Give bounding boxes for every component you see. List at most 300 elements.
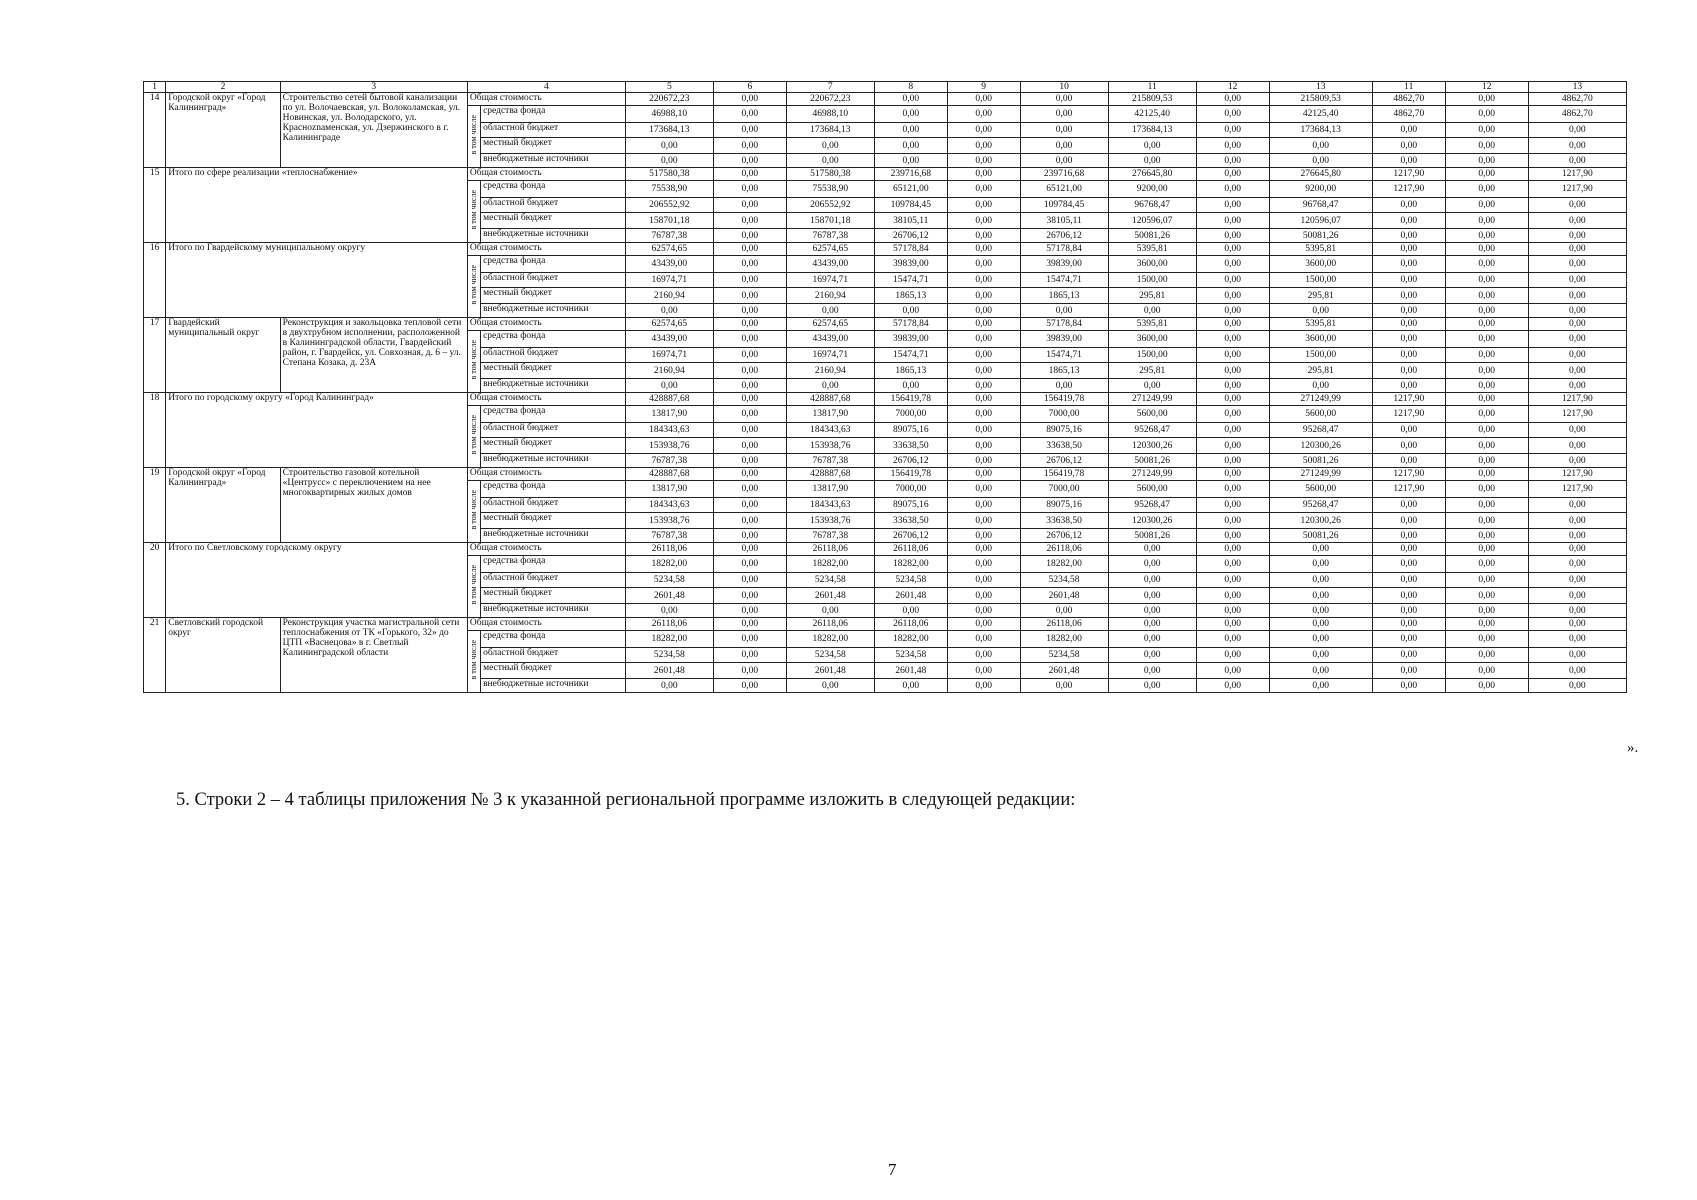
value-cell: 5234,58 (1020, 573, 1108, 588)
value-cell: 0,00 (1528, 256, 1626, 273)
value-cell: 95268,47 (1108, 423, 1196, 438)
value-cell: 5234,58 (874, 573, 947, 588)
column-number: 13 (1528, 82, 1626, 93)
value-cell: 13817,90 (625, 481, 713, 498)
value-cell: 50081,26 (1269, 229, 1372, 243)
value-cell: 13817,90 (786, 406, 874, 423)
value-cell: 0,00 (1196, 154, 1269, 168)
value-cell: 0,00 (1528, 288, 1626, 304)
table-row (144, 168, 1627, 181)
value-cell: 156419,78 (1020, 468, 1108, 481)
row-type-label: местный бюджет (481, 438, 626, 454)
value-cell: 2160,94 (625, 288, 713, 304)
value-cell: 0,00 (1528, 318, 1626, 331)
value-cell: 0,00 (1372, 138, 1445, 154)
value-cell: 0,00 (947, 331, 1020, 348)
value-cell: 26706,12 (874, 229, 947, 243)
value-cell: 0,00 (947, 556, 1020, 573)
value-cell: 0,00 (713, 454, 786, 468)
value-cell: 0,00 (874, 604, 947, 618)
value-cell: 0,00 (947, 256, 1020, 273)
value-cell: 0,00 (786, 679, 874, 693)
value-cell: 65121,00 (1020, 181, 1108, 198)
municipality-name: Светловский городской округ (166, 618, 280, 693)
column-number: 6 (713, 82, 786, 93)
value-cell: 0,00 (1020, 154, 1108, 168)
value-cell: 0,00 (713, 618, 786, 631)
column-number: 11 (1108, 82, 1196, 93)
column-number: 13 (1269, 82, 1372, 93)
including-text: в том числе (469, 565, 479, 605)
value-cell: 9200,00 (1269, 181, 1372, 198)
value-cell: 0,00 (1528, 513, 1626, 529)
value-cell: 39839,00 (1020, 256, 1108, 273)
value-cell: 0,00 (1372, 588, 1445, 604)
value-cell: 0,00 (1445, 663, 1528, 679)
value-cell: 271249,99 (1269, 468, 1372, 481)
value-cell: 0,00 (625, 604, 713, 618)
value-cell: 5234,58 (625, 648, 713, 663)
value-cell: 0,00 (1372, 438, 1445, 454)
value-cell: 0,00 (947, 679, 1020, 693)
value-cell: 0,00 (874, 154, 947, 168)
value-cell: 184343,63 (786, 498, 874, 513)
value-cell: 0,00 (1196, 498, 1269, 513)
value-cell: 57178,84 (1020, 243, 1108, 256)
value-cell: 0,00 (1372, 273, 1445, 288)
value-cell: 0,00 (713, 679, 786, 693)
row-type-label: Общая стоимость (467, 243, 625, 256)
value-cell: 0,00 (1108, 588, 1196, 604)
value-cell: 184343,63 (625, 498, 713, 513)
value-cell: 0,00 (947, 406, 1020, 423)
value-cell: 0,00 (1372, 348, 1445, 363)
value-cell: 271249,99 (1108, 393, 1196, 406)
value-cell: 50081,26 (1269, 529, 1372, 543)
value-cell: 0,00 (1445, 573, 1528, 588)
value-cell: 0,00 (1528, 273, 1626, 288)
value-cell: 0,00 (1445, 198, 1528, 213)
value-cell: 0,00 (1528, 198, 1626, 213)
value-cell: 39839,00 (874, 256, 947, 273)
row-type-label: областной бюджет (481, 648, 626, 663)
value-cell: 0,00 (1445, 648, 1528, 663)
value-cell: 2601,48 (786, 588, 874, 604)
value-cell: 156419,78 (874, 393, 947, 406)
value-cell: 0,00 (713, 229, 786, 243)
row-type-label: внебюджетные источники (481, 604, 626, 618)
value-cell: 109784,45 (874, 198, 947, 213)
value-cell: 0,00 (1196, 454, 1269, 468)
value-cell: 4862,70 (1372, 106, 1445, 123)
row-number: 14 (144, 93, 166, 168)
value-cell: 1500,00 (1108, 273, 1196, 288)
value-cell: 0,00 (1372, 198, 1445, 213)
value-cell: 39839,00 (1020, 331, 1108, 348)
value-cell: 428887,68 (786, 468, 874, 481)
including-text: в том числе (469, 340, 479, 380)
value-cell: 0,00 (1196, 556, 1269, 573)
table-row (144, 393, 1627, 406)
value-cell: 0,00 (1269, 138, 1372, 154)
value-cell: 153938,76 (786, 438, 874, 454)
column-number: 7 (786, 82, 874, 93)
value-cell: 0,00 (1020, 304, 1108, 318)
value-cell: 1217,90 (1372, 406, 1445, 423)
value-cell: 0,00 (1528, 213, 1626, 229)
value-cell: 0,00 (1196, 481, 1269, 498)
value-cell: 5395,81 (1269, 318, 1372, 331)
value-cell: 33638,50 (874, 438, 947, 454)
value-cell: 0,00 (1196, 423, 1269, 438)
value-cell: 5234,58 (625, 573, 713, 588)
value-cell: 0,00 (947, 106, 1020, 123)
including-text: в том числе (469, 415, 479, 455)
group-total-name: Итого по сфере реализации «теплоснабжение» (166, 168, 468, 243)
including-label (467, 556, 480, 618)
value-cell: 0,00 (1445, 123, 1528, 138)
value-cell: 0,00 (1445, 331, 1528, 348)
value-cell: 0,00 (947, 363, 1020, 379)
value-cell: 0,00 (1108, 138, 1196, 154)
including-text: в том числе (469, 190, 479, 230)
value-cell: 0,00 (1108, 631, 1196, 648)
value-cell: 0,00 (1372, 498, 1445, 513)
value-cell: 0,00 (947, 604, 1020, 618)
project-description: Строительство газовой котельной «Центрусс» с переключением на нее многоквартирных жилых домов (280, 468, 467, 543)
value-cell: 0,00 (1445, 468, 1528, 481)
value-cell: 0,00 (1196, 406, 1269, 423)
value-cell: 26118,06 (625, 618, 713, 631)
value-cell: 0,00 (1445, 379, 1528, 393)
value-cell: 0,00 (1372, 331, 1445, 348)
value-cell: 0,00 (1196, 93, 1269, 106)
value-cell: 0,00 (947, 648, 1020, 663)
value-cell: 89075,16 (874, 423, 947, 438)
value-cell: 18282,00 (786, 556, 874, 573)
row-type-label: Общая стоимость (467, 618, 625, 631)
value-cell: 0,00 (1372, 379, 1445, 393)
row-type-label: местный бюджет (481, 513, 626, 529)
value-cell: 0,00 (1196, 393, 1269, 406)
value-cell: 0,00 (1372, 679, 1445, 693)
value-cell: 0,00 (1196, 663, 1269, 679)
value-cell: 0,00 (1269, 679, 1372, 693)
value-cell: 0,00 (1528, 138, 1626, 154)
column-number: 11 (1372, 82, 1445, 93)
value-cell: 62574,65 (786, 243, 874, 256)
value-cell: 0,00 (1528, 679, 1626, 693)
value-cell: 0,00 (713, 318, 786, 331)
value-cell: 18282,00 (1020, 631, 1108, 648)
table-row (144, 618, 1627, 631)
value-cell: 0,00 (625, 304, 713, 318)
value-cell: 3600,00 (1269, 331, 1372, 348)
column-number: 2 (166, 82, 280, 93)
value-cell: 0,00 (1269, 604, 1372, 618)
value-cell: 0,00 (1196, 543, 1269, 556)
value-cell: 0,00 (1196, 604, 1269, 618)
value-cell: 57178,84 (874, 243, 947, 256)
value-cell: 43439,00 (625, 256, 713, 273)
group-total-name: Итого по Светловскому городскому округу (166, 543, 468, 618)
value-cell: 0,00 (1269, 304, 1372, 318)
value-cell: 120300,26 (1269, 438, 1372, 454)
value-cell: 0,00 (786, 379, 874, 393)
value-cell: 0,00 (947, 348, 1020, 363)
value-cell: 0,00 (947, 318, 1020, 331)
value-cell: 0,00 (713, 379, 786, 393)
value-cell: 2601,48 (1020, 588, 1108, 604)
value-cell: 1217,90 (1528, 181, 1626, 198)
value-cell: 0,00 (713, 181, 786, 198)
value-cell: 0,00 (1445, 529, 1528, 543)
value-cell: 9200,00 (1108, 181, 1196, 198)
value-cell: 1217,90 (1528, 481, 1626, 498)
row-type-label: Общая стоимость (467, 393, 625, 406)
value-cell: 0,00 (713, 198, 786, 213)
value-cell: 0,00 (1108, 679, 1196, 693)
value-cell: 0,00 (947, 498, 1020, 513)
value-cell: 96768,47 (1269, 198, 1372, 213)
value-cell: 0,00 (1528, 648, 1626, 663)
value-cell: 0,00 (713, 468, 786, 481)
value-cell: 0,00 (1372, 648, 1445, 663)
value-cell: 428887,68 (786, 393, 874, 406)
column-number: 12 (1196, 82, 1269, 93)
value-cell: 0,00 (1372, 288, 1445, 304)
row-type-label: средства фонда (481, 331, 626, 348)
value-cell: 0,00 (1445, 273, 1528, 288)
row-type-label: средства фонда (481, 631, 626, 648)
value-cell: 5234,58 (786, 648, 874, 663)
value-cell: 0,00 (1445, 138, 1528, 154)
value-cell: 276645,80 (1108, 168, 1196, 181)
value-cell: 0,00 (1372, 543, 1445, 556)
value-cell: 42125,40 (1269, 106, 1372, 123)
value-cell: 0,00 (1196, 588, 1269, 604)
value-cell: 220672,23 (625, 93, 713, 106)
row-type-label: средства фонда (481, 481, 626, 498)
value-cell: 75538,90 (625, 181, 713, 198)
row-type-label: Общая стоимость (467, 543, 625, 556)
value-cell: 0,00 (713, 331, 786, 348)
value-cell: 271249,99 (1269, 393, 1372, 406)
value-cell: 18282,00 (1020, 556, 1108, 573)
value-cell: 0,00 (947, 181, 1020, 198)
value-cell: 18282,00 (874, 556, 947, 573)
value-cell: 0,00 (947, 154, 1020, 168)
value-cell: 1865,13 (1020, 288, 1108, 304)
row-type-label: внебюджетные источники (481, 379, 626, 393)
value-cell: 0,00 (1196, 529, 1269, 543)
value-cell: 0,00 (1020, 679, 1108, 693)
column-number: 8 (874, 82, 947, 93)
value-cell: 0,00 (1108, 154, 1196, 168)
value-cell: 0,00 (786, 304, 874, 318)
value-cell: 7000,00 (874, 406, 947, 423)
value-cell: 1865,13 (1020, 363, 1108, 379)
value-cell: 0,00 (1108, 648, 1196, 663)
value-cell: 18282,00 (874, 631, 947, 648)
value-cell: 0,00 (713, 556, 786, 573)
row-number: 18 (144, 393, 166, 468)
value-cell: 158701,18 (786, 213, 874, 229)
value-cell: 0,00 (1372, 618, 1445, 631)
value-cell: 0,00 (1445, 631, 1528, 648)
value-cell: 0,00 (1196, 138, 1269, 154)
value-cell: 0,00 (1108, 573, 1196, 588)
value-cell: 0,00 (1528, 529, 1626, 543)
row-type-label: средства фонда (481, 256, 626, 273)
value-cell: 0,00 (625, 379, 713, 393)
value-cell: 0,00 (713, 513, 786, 529)
value-cell: 517580,38 (786, 168, 874, 181)
value-cell: 0,00 (947, 393, 1020, 406)
column-number: 12 (1445, 82, 1528, 93)
value-cell: 0,00 (1196, 648, 1269, 663)
value-cell: 173684,13 (625, 123, 713, 138)
column-number: 10 (1020, 82, 1108, 93)
value-cell: 46988,10 (786, 106, 874, 123)
row-number: 17 (144, 318, 166, 393)
value-cell: 517580,38 (625, 168, 713, 181)
value-cell: 120596,07 (1108, 213, 1196, 229)
value-cell: 18282,00 (625, 556, 713, 573)
row-type-label: местный бюджет (481, 363, 626, 379)
value-cell: 215809,53 (1269, 93, 1372, 106)
value-cell: 295,81 (1108, 288, 1196, 304)
value-cell: 173684,13 (1108, 123, 1196, 138)
value-cell: 0,00 (1020, 379, 1108, 393)
value-cell: 0,00 (1196, 123, 1269, 138)
value-cell: 0,00 (1196, 106, 1269, 123)
value-cell: 0,00 (1196, 679, 1269, 693)
value-cell: 0,00 (1196, 331, 1269, 348)
value-cell: 0,00 (1445, 93, 1528, 106)
row-number: 15 (144, 168, 166, 243)
value-cell: 0,00 (1445, 168, 1528, 181)
value-cell: 0,00 (713, 648, 786, 663)
value-cell: 0,00 (713, 138, 786, 154)
value-cell: 0,00 (1528, 123, 1626, 138)
value-cell: 0,00 (947, 663, 1020, 679)
value-cell: 15474,71 (874, 348, 947, 363)
value-cell: 0,00 (1528, 438, 1626, 454)
value-cell: 57178,84 (1020, 318, 1108, 331)
value-cell: 0,00 (1372, 213, 1445, 229)
value-cell: 0,00 (1196, 379, 1269, 393)
value-cell: 5234,58 (1020, 648, 1108, 663)
value-cell: 5234,58 (786, 573, 874, 588)
value-cell: 295,81 (1269, 363, 1372, 379)
value-cell: 16974,71 (786, 273, 874, 288)
value-cell: 0,00 (1108, 618, 1196, 631)
value-cell: 153938,76 (625, 513, 713, 529)
value-cell: 0,00 (947, 243, 1020, 256)
value-cell: 0,00 (1445, 213, 1528, 229)
value-cell: 156419,78 (874, 468, 947, 481)
value-cell: 0,00 (1528, 588, 1626, 604)
including-label (467, 631, 480, 693)
value-cell: 0,00 (947, 304, 1020, 318)
municipality-name: Городской округ «Город Калининград» (166, 468, 280, 543)
value-cell: 0,00 (1372, 154, 1445, 168)
column-number: 5 (625, 82, 713, 93)
value-cell: 76787,38 (625, 529, 713, 543)
row-type-label: областной бюджет (481, 198, 626, 213)
value-cell: 220672,23 (786, 93, 874, 106)
value-cell: 0,00 (1372, 604, 1445, 618)
value-cell: 0,00 (1196, 181, 1269, 198)
value-cell: 239716,68 (874, 168, 947, 181)
value-cell: 0,00 (1020, 138, 1108, 154)
value-cell: 428887,68 (625, 468, 713, 481)
value-cell: 0,00 (713, 168, 786, 181)
value-cell: 0,00 (1108, 304, 1196, 318)
value-cell: 0,00 (874, 679, 947, 693)
value-cell: 428887,68 (625, 393, 713, 406)
row-type-label: внебюджетные источники (481, 454, 626, 468)
value-cell: 4862,70 (1372, 93, 1445, 106)
value-cell: 0,00 (713, 423, 786, 438)
value-cell: 0,00 (1269, 631, 1372, 648)
value-cell: 5395,81 (1108, 318, 1196, 331)
value-cell: 62574,65 (786, 318, 874, 331)
value-cell: 215809,53 (1108, 93, 1196, 106)
value-cell: 0,00 (1445, 288, 1528, 304)
value-cell: 3600,00 (1269, 256, 1372, 273)
value-cell: 26706,12 (874, 529, 947, 543)
value-cell: 0,00 (1372, 454, 1445, 468)
group-total-name: Итого по городскому округу «Город Калининград» (166, 393, 468, 468)
row-type-label: местный бюджет (481, 588, 626, 604)
value-cell: 0,00 (1445, 481, 1528, 498)
value-cell: 0,00 (713, 573, 786, 588)
row-number: 16 (144, 243, 166, 318)
row-type-label: внебюджетные источники (481, 154, 626, 168)
value-cell: 0,00 (947, 123, 1020, 138)
value-cell: 156419,78 (1020, 393, 1108, 406)
value-cell: 76787,38 (786, 529, 874, 543)
row-type-label: областной бюджет (481, 273, 626, 288)
value-cell: 0,00 (874, 106, 947, 123)
value-cell: 0,00 (713, 543, 786, 556)
value-cell: 1865,13 (874, 288, 947, 304)
value-cell: 0,00 (1108, 604, 1196, 618)
closing-quote: ». (1627, 740, 1639, 756)
value-cell: 75538,90 (786, 181, 874, 198)
municipality-name: Городской округ «Город Калининград» (166, 93, 280, 168)
value-cell: 95268,47 (1269, 498, 1372, 513)
value-cell: 26706,12 (1020, 229, 1108, 243)
value-cell: 0,00 (1445, 406, 1528, 423)
value-cell: 0,00 (1196, 513, 1269, 529)
value-cell: 57178,84 (874, 318, 947, 331)
row-type-label: внебюджетные источники (481, 529, 626, 543)
value-cell: 1217,90 (1528, 406, 1626, 423)
value-cell: 0,00 (1445, 438, 1528, 454)
value-cell: 0,00 (1528, 454, 1626, 468)
value-cell: 16974,71 (625, 348, 713, 363)
value-cell: 0,00 (1528, 631, 1626, 648)
column-number: 9 (947, 82, 1020, 93)
value-cell: 5600,00 (1269, 481, 1372, 498)
value-cell: 0,00 (713, 588, 786, 604)
value-cell: 0,00 (1196, 348, 1269, 363)
value-cell: 120300,26 (1269, 513, 1372, 529)
value-cell: 0,00 (1445, 454, 1528, 468)
